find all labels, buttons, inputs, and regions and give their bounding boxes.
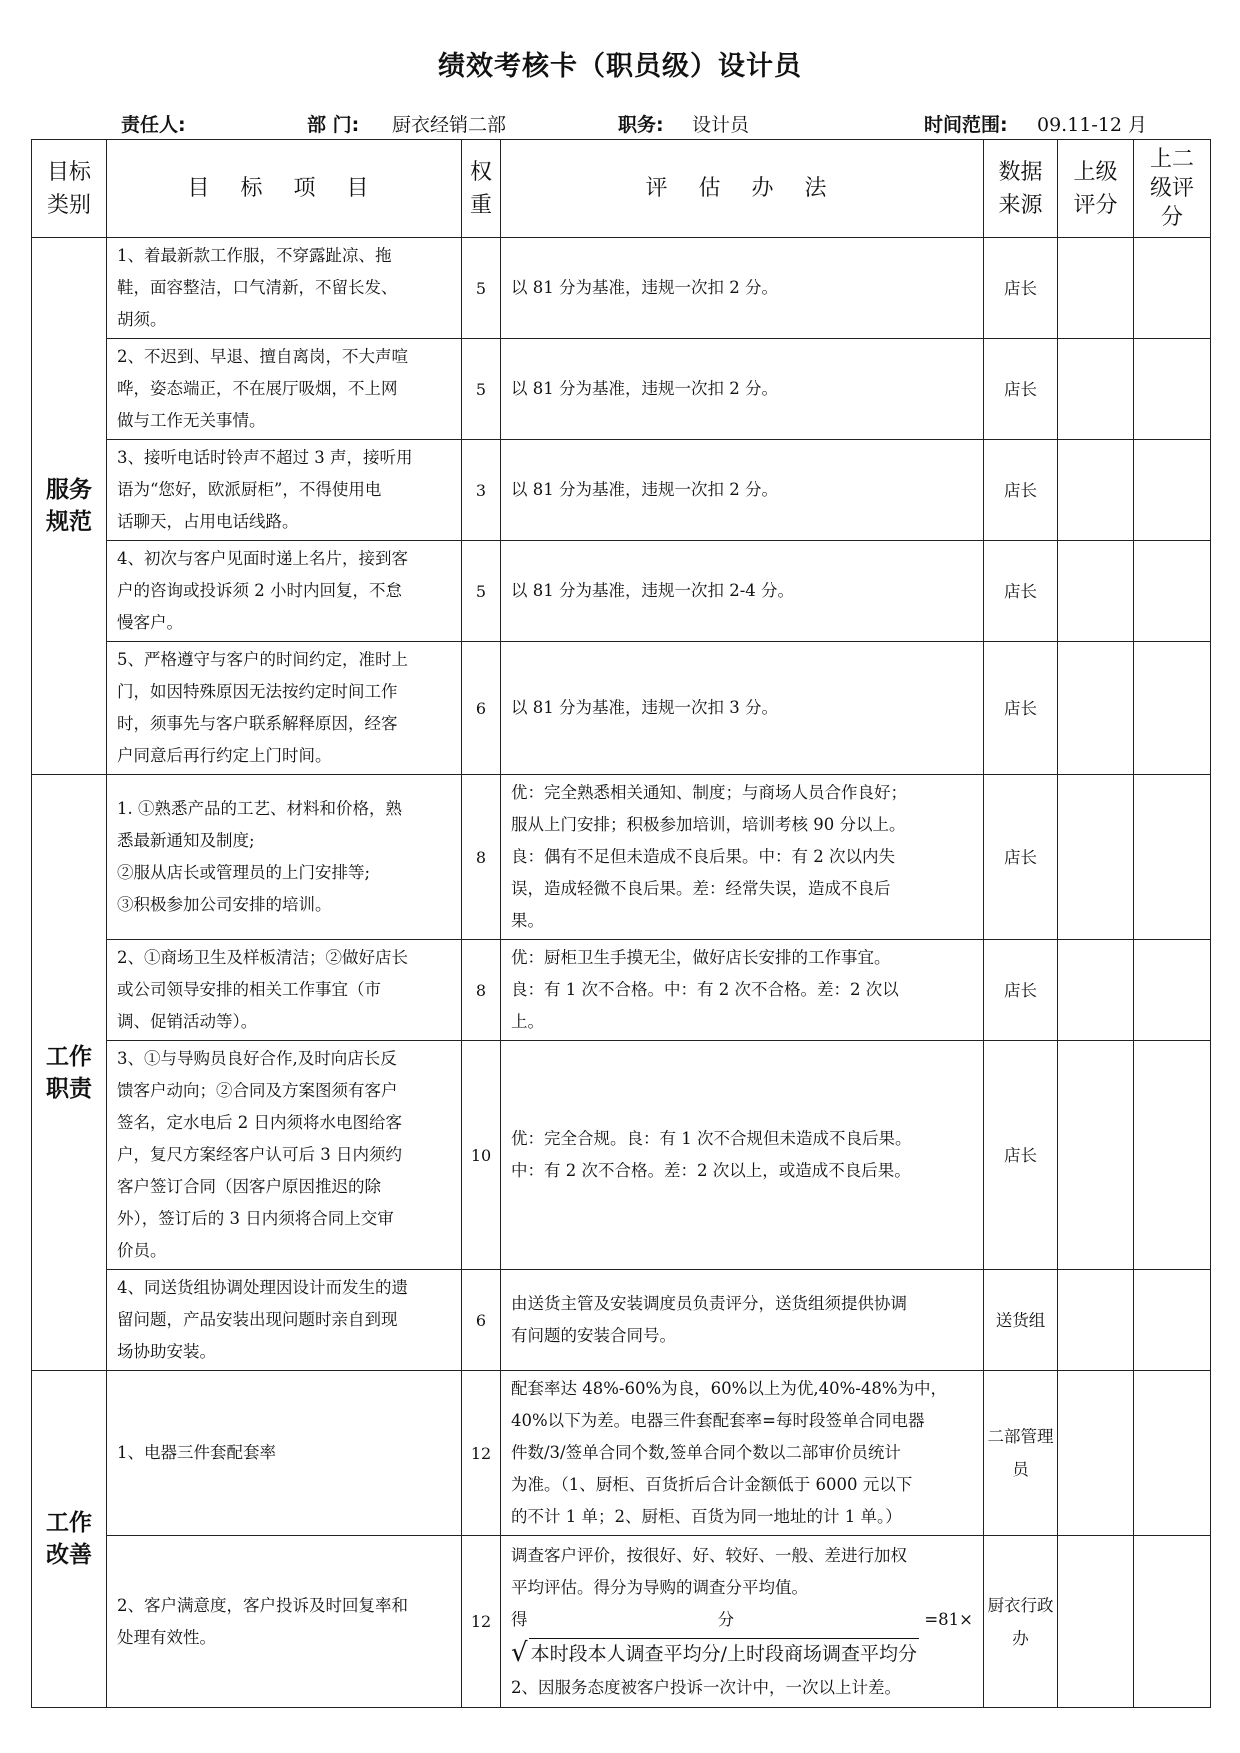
dept-value: 厨衣经销二部 [392, 114, 507, 136]
second-superior-score-cell[interactable] [1134, 541, 1211, 642]
table-row [32, 642, 1211, 775]
method-text: 优：完全熟悉相关通知、制度；与商场人员合作良好； [511, 783, 907, 802]
second-superior-score-cell[interactable] [1134, 238, 1211, 339]
source-cell [984, 1536, 1058, 1708]
header-method: 评 估 办 法 [501, 140, 984, 238]
item-text: 处理有效性。 [117, 1627, 216, 1647]
item-text: 3、①与导购员良好合作,及时向店长反 [117, 1049, 397, 1068]
source-text: 组 [1028, 1310, 1046, 1330]
formula-left: 得 [511, 1609, 528, 1629]
method-cell [501, 1371, 984, 1536]
method-text: 40%以下为差。电器三件套配套率=每时段签单合同电器 [511, 1411, 925, 1430]
category-cell [32, 1371, 107, 1708]
second-superior-score-cell[interactable] [1134, 1041, 1211, 1270]
superior-score-cell[interactable] [1058, 1270, 1134, 1371]
method-text: 调查客户评价，按很好、好、较好、一般、差进行加权 [511, 1545, 907, 1565]
formula-mid: 分 [717, 1609, 735, 1629]
table-row [32, 541, 1211, 642]
source-text: 店长 [1004, 581, 1037, 601]
category-label: 工作 [46, 1510, 92, 1536]
table-row [32, 1270, 1211, 1371]
table-row [32, 1371, 1211, 1536]
method-text: 良：有 1 次不合格。中：有 2 次不合格。差：2 次以 [511, 980, 899, 999]
source-text: 店长 [1004, 698, 1037, 718]
weight-cell: 8 [462, 775, 501, 940]
source-cell [984, 1371, 1058, 1536]
method-text: 中：有 2 次不合格。差：2 次以上，或造成不良后果。 [511, 1161, 911, 1180]
period-value: 09.11-12 月 [1037, 114, 1148, 136]
method-text: 优：厨柜卫生手摸无尘，做好店长安排的工作事宜。 [511, 948, 891, 967]
item-text: 4、同送货组协调处理因设计而发生的遗 [117, 1278, 408, 1297]
formula-right: =81× [924, 1609, 973, 1629]
table-row [32, 1041, 1211, 1270]
source-cell [984, 1270, 1058, 1371]
header-superior-score: 上级 评分 [1058, 140, 1134, 238]
method-cell [501, 238, 984, 339]
source-text: 厨衣 [987, 1595, 1021, 1615]
method-cell [501, 541, 984, 642]
position-value: 设计员 [692, 114, 750, 136]
source-text: 店长 [1004, 379, 1037, 399]
item-text: 话聊天，占用电话线路。 [117, 512, 299, 531]
table-row [32, 440, 1211, 541]
method-text: 良：偶有不足但未造成不良后果。中：有 2 次以内失 [511, 847, 895, 866]
item-text: 门，如因特殊原因无法按约定时间工作 [117, 682, 398, 701]
superior-score-cell[interactable] [1058, 642, 1134, 775]
superior-score-cell[interactable] [1058, 339, 1134, 440]
superior-score-cell[interactable] [1058, 1041, 1134, 1270]
weight-cell: 12 [462, 1371, 501, 1536]
table-row [32, 940, 1211, 1041]
method-text: 为准。（1、厨柜、百货折后合计金额低于 6000 元以下 [511, 1475, 913, 1494]
superior-score-cell[interactable] [1058, 1536, 1134, 1708]
item-text: 价员。 [117, 1241, 167, 1260]
item-text: 外），签订后的 3 日内须将合同上交审 [117, 1209, 394, 1228]
second-superior-score-cell[interactable] [1134, 1536, 1211, 1708]
item-text: 户，复尺方案经客户认可后 3 日内须约 [117, 1145, 402, 1164]
page-title: 绩效考核卡（职员级）设计员 [438, 51, 802, 82]
source-text: 店长 [1004, 1145, 1037, 1165]
method-cell [501, 940, 984, 1041]
table-row [32, 775, 1211, 940]
second-superior-score-cell[interactable] [1134, 1371, 1211, 1536]
source-cell [984, 940, 1058, 1041]
source-text: 店长 [1004, 847, 1037, 867]
item-text: ③积极参加公司安排的培训。 [117, 895, 332, 914]
responsible-label: 责任人: [121, 114, 186, 136]
table-row [32, 339, 1211, 440]
method-text: 的不计 1 单；2、厨柜、百货为同一地址的计 1 单。） [511, 1507, 902, 1526]
item-cell [107, 1371, 462, 1536]
second-superior-score-cell[interactable] [1134, 1270, 1211, 1371]
item-text: 5、严格遵守与客户的时间约定，准时上 [117, 650, 408, 669]
method-cell [501, 1041, 984, 1270]
item-text: 悉最新通知及制度; [117, 831, 255, 850]
source-cell [984, 339, 1058, 440]
method-text: 服从上门安排；积极参加培训，培训考核 90 分以上。 [511, 815, 906, 834]
item-cell [107, 541, 462, 642]
superior-score-cell[interactable] [1058, 940, 1134, 1041]
method-cell [501, 339, 984, 440]
superior-score-cell[interactable] [1058, 1371, 1134, 1536]
period-label: 时间范围: [924, 114, 1008, 136]
source-cell [984, 1041, 1058, 1270]
weight-cell: 6 [462, 642, 501, 775]
item-text: 馈客户动向；②合同及方案图须有客户 [117, 1081, 398, 1100]
method-text: 果。 [511, 911, 544, 930]
second-superior-score-cell[interactable] [1134, 775, 1211, 940]
item-cell [107, 1041, 462, 1270]
header-info [0, 110, 1240, 140]
superior-score-cell[interactable] [1058, 238, 1134, 339]
item-text: 签名，定水电后 2 日内须将水电图给客 [117, 1113, 402, 1132]
category-label: 服务 [46, 477, 92, 503]
method-text: 以 81 分为基准，违规一次扣 2 分。 [511, 480, 778, 499]
item-text: 胡须。 [117, 310, 167, 329]
second-superior-score-cell[interactable] [1134, 642, 1211, 775]
method-text: 由送货主管及安装调度员负责评分，送货组须提供协调 [511, 1294, 907, 1313]
item-text: 1、着最新款工作服，不穿露趾凉、拖 [117, 246, 392, 265]
item-text: 慢客户。 [117, 613, 183, 632]
item-text: 2、客户满意度，客户投诉及时回复率和 [117, 1595, 408, 1615]
method-text: 以 81 分为基准，违规一次扣 2-4 分。 [511, 581, 795, 600]
category-label: 改善 [46, 1542, 92, 1568]
header-category: 目标 类别 [32, 140, 107, 238]
weight-cell: 6 [462, 1270, 501, 1371]
method-text: 以 81 分为基准，违规一次扣 2 分。 [511, 278, 778, 297]
method-text: 件数/3/签单合同个数,签单合同个数以二部审价员统计 [511, 1443, 901, 1462]
method-text: 上。 [511, 1012, 544, 1031]
source-cell [984, 238, 1058, 339]
source-cell [984, 440, 1058, 541]
item-cell [107, 940, 462, 1041]
sqrt-radicand: 本时段本人调查平均分/上时段商场调查平均分 [529, 1638, 919, 1669]
sqrt-expression [511, 1638, 919, 1669]
method-text: 平均评估。得分为导购的调查分平均值。 [511, 1577, 808, 1597]
item-text: 语为“您好，欧派厨柜”，不得使用电 [117, 480, 382, 499]
header-weight: 权 重 [462, 140, 501, 238]
item-text: 场协助安装。 [117, 1342, 216, 1361]
second-superior-score-cell[interactable] [1134, 440, 1211, 541]
item-text: 2、①商场卫生及样板清洁；②做好店长 [117, 948, 408, 967]
weight-cell: 8 [462, 940, 501, 1041]
second-superior-score-cell[interactable] [1134, 940, 1211, 1041]
header-item: 目 标 项 目 [107, 140, 462, 238]
assessment-table [31, 139, 1211, 1708]
category-label: 工作 [46, 1043, 92, 1070]
header-source: 数据 来源 [984, 140, 1058, 238]
second-superior-score-cell[interactable] [1134, 339, 1211, 440]
weight-cell: 5 [462, 238, 501, 339]
source-cell [984, 775, 1058, 940]
table-row [32, 238, 1211, 339]
dept-label: 部 门: [307, 114, 360, 136]
item-cell [107, 238, 462, 339]
item-text: 4、初次与客户见面时递上名片，接到客 [117, 549, 408, 568]
superior-score-cell[interactable] [1058, 775, 1134, 940]
item-text: 鞋，面容整洁，口气清新，不留长发、 [117, 278, 398, 297]
source-text: 店长 [1004, 480, 1037, 500]
item-cell [107, 1270, 462, 1371]
method-text: 配套率达 48%-60%为良，60%以上为优,40%-48%为中， [511, 1379, 948, 1398]
item-text: 留问题，产品安装出现问题时亲自到现 [117, 1310, 398, 1329]
score-formula [511, 1604, 973, 1636]
source-text: 店长 [1004, 980, 1037, 1000]
weight-cell: 3 [462, 440, 501, 541]
source-cell [984, 541, 1058, 642]
weight-cell: 12 [462, 1536, 501, 1708]
item-text: 户同意后再行约定上门时间。 [117, 746, 332, 765]
item-text: 做与工作无关事情。 [117, 411, 266, 430]
table-row [32, 1536, 1211, 1708]
header-row [32, 140, 1211, 238]
superior-score-cell[interactable] [1058, 541, 1134, 642]
superior-score-cell[interactable] [1058, 440, 1134, 541]
method-text: 以 81 分为基准，违规一次扣 2 分。 [511, 379, 778, 398]
category-cell [32, 775, 107, 1371]
sqrt-icon: √ [511, 1637, 528, 1668]
item-text: 1. ①熟悉产品的工艺、材料和价格，熟 [117, 799, 402, 818]
method-text: 以 81 分为基准，违规一次扣 3 分。 [511, 698, 778, 717]
category-label: 职责 [46, 1075, 92, 1102]
item-cell [107, 1536, 462, 1708]
item-text: 时，须事先与客户联系解释原因，经客 [117, 714, 398, 733]
item-text: 客户签订合同（因客户原因推迟的除 [117, 1177, 381, 1196]
item-text: 3、接听电话时铃声不超过 3 声，接听用 [117, 448, 413, 467]
item-text: 或公司领导安排的相关工作事宜（市 [117, 980, 381, 999]
source-cell [984, 642, 1058, 775]
item-text: 2、不迟到、早退、擅自离岗，不大声喧 [117, 347, 408, 366]
source-text: 二部 [987, 1427, 1021, 1446]
item-text: 1、电器三件套配套率 [117, 1443, 276, 1462]
category-label: 规范 [46, 509, 92, 535]
method-cell [501, 1536, 984, 1708]
weight-cell: 10 [462, 1041, 501, 1270]
item-text: 调、促销活动等）。 [117, 1012, 258, 1031]
header-second-superior-score: 上二 级评 分 [1134, 140, 1211, 238]
item-cell [107, 642, 462, 775]
item-text: 哗，姿态端正，不在展厅吸烟，不上网 [117, 379, 398, 398]
source-text: 行政 [1020, 1595, 1054, 1615]
method-cell [501, 1270, 984, 1371]
method-cell [501, 642, 984, 775]
method-text: 2、因服务态度被客户投诉一次计中，一次以上计差。 [511, 1677, 901, 1697]
source-text: 送货 [995, 1310, 1029, 1330]
method-text: 优：完全合规。良：有 1 次不合规但未造成不良后果。 [511, 1129, 912, 1148]
source-text: 办 [1012, 1628, 1029, 1648]
category-cell [32, 238, 107, 775]
source-text: 管理 [1020, 1427, 1054, 1446]
weight-cell: 5 [462, 541, 501, 642]
item-text: 户的咨询或投诉须 2 小时内回复，不怠 [117, 581, 402, 600]
method-text: 有问题的安装合同号。 [511, 1326, 676, 1345]
position-label: 职务: [618, 114, 664, 136]
source-text: 店长 [1004, 278, 1037, 298]
method-cell [501, 775, 984, 940]
item-cell [107, 775, 462, 940]
item-cell [107, 440, 462, 541]
method-cell [501, 440, 984, 541]
weight-cell: 5 [462, 339, 501, 440]
method-text: 误，造成轻微不良后果。差：经常失误，造成不良后 [511, 879, 891, 898]
source-text: 员 [1012, 1460, 1029, 1479]
item-text: ②服从店长或管理员的上门安排等; [117, 863, 371, 882]
item-cell [107, 339, 462, 440]
